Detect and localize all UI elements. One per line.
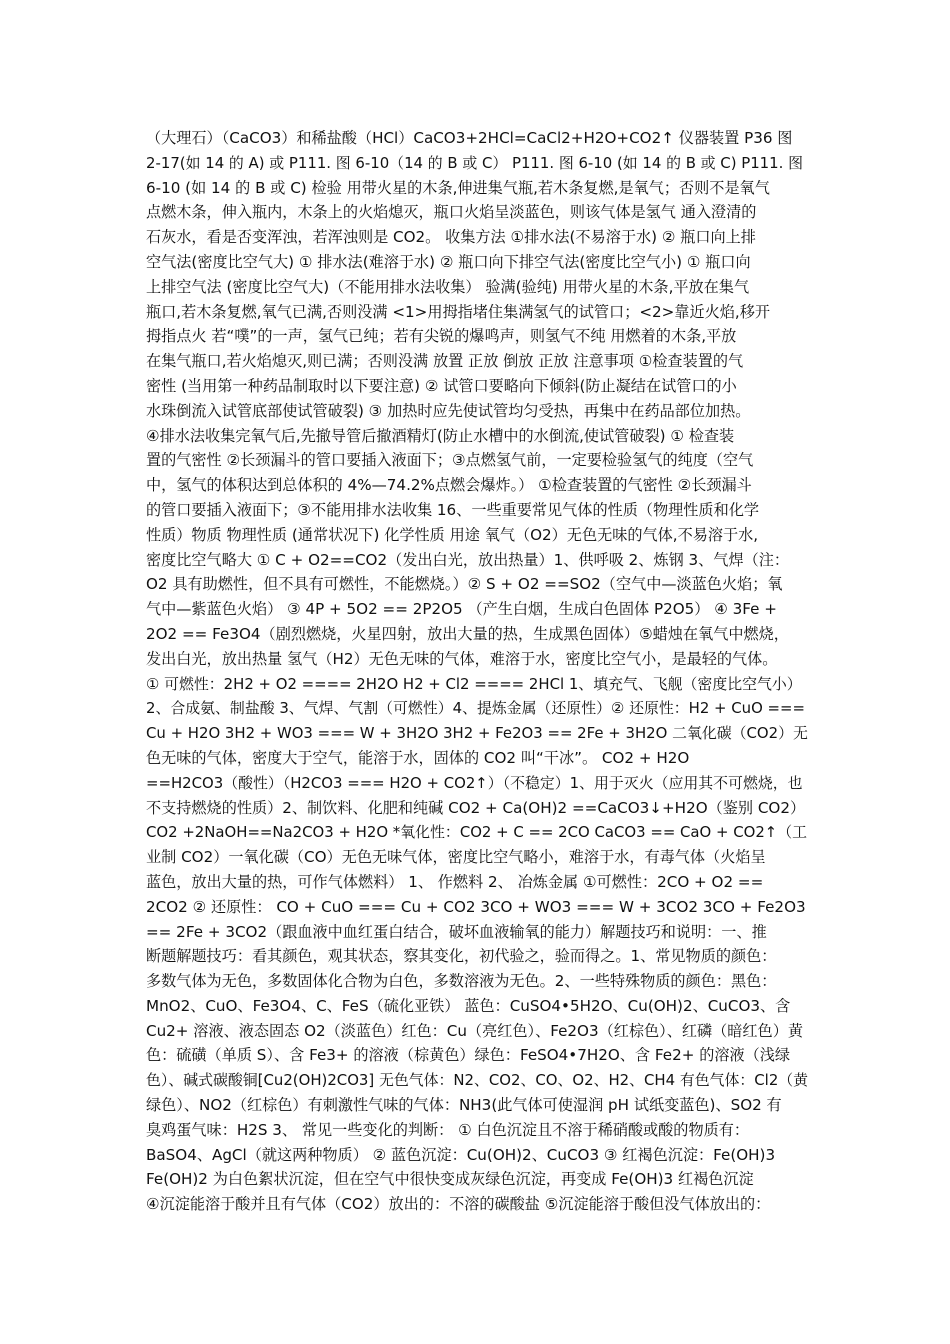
text-line: MnO2、CuO、Fe3O4、C、FeS（硫化亚铁） 蓝色：CuSO4•5H2O、Cu(OH)2、CuCO3、含 [146,996,791,1015]
text-line: O2 具有助燃性，但不具有可燃性，不能燃烧。）② S + O2 ==SO2（空气中—淡蓝色火焰；氧 [146,575,783,594]
text-line: ==H2CO3（酸性）（H2CO3 === H2O + CO2↑）（不稳定）1、用于灭火（应用其不可燃烧，也 [146,773,803,792]
text-line: 瓶口,若木条复燃,氧气已满,否则没满 <1>用拇指堵住集满氢气的试管口；<2>靠近火焰,移开 [146,302,770,321]
text-line: 2CO2 ② 还原性： CO + CuO === Cu + CO2 3CO + WO3 === W + 3CO2 3CO + Fe2O3 [146,897,806,916]
text-line: CO2 +2NaOH==Na2CO3 + H2O *氧化性：CO2 + C == 2CO CaCO3 == CaO + CO2↑（工 [146,823,808,842]
text-line: 多数气体为无色，多数固体化合物为白色，多数溶液为无色。2、一些特殊物质的颜色：黑色： [146,972,777,991]
text-line: 不支持燃烧的性质）2、制饮料、化肥和纯碱 CO2 + Ca(OH)2 ==CaCO3↓+H2O（鉴别 CO2） [146,798,806,817]
text-line: ④排水法收集完氧气后,先撤导管后撤酒精灯(防止水槽中的水倒流,使试管破裂) ① 检查装 [146,426,735,445]
text-line: 业制 CO2）一氧化碳（CO）无色无味气体，密度比空气略小，难溶于水，有毒气体（火焰呈 [146,848,766,867]
text-line: 气中—紫蓝色火焰） ③ 4P + 5O2 == 2P2O5 （产生白烟，生成白色固体 P2O5） ④ 3Fe + [146,600,777,619]
text-line: == 2Fe + 3CO2（跟血液中血红蛋白结合，破坏血液输氧的能力）解题技巧和说明：一、推 [146,922,767,941]
text-line: BaSO4、AgCl（就这两种物质） ② 蓝色沉淀：Cu(OH)2、CuCO3 ③ 红褐色沉淀：Fe(OH)3 [146,1145,776,1164]
text-line: Cu + H2O 3H2 + WO3 === W + 3H2O 3H2 + Fe2O3 == 2Fe + 3H2O 二氧化碳（CO2）无 [146,724,808,743]
text-line: 的管口要插入液面下；③不能用排水法收集 16、一些重要常见气体的性质（物理性质和化学 [146,500,759,519]
text-line: 2O2 == Fe3O4（剧烈燃烧，火星四射，放出大量的热，生成黑色固体）⑤蜡烛在氧气中燃烧， [146,624,789,643]
text-line: 石灰水，看是否变浑浊，若浑浊则是 CO2。 收集方法 ①排水法(不易溶于水) ② 瓶口向上排 [146,228,756,247]
text-line: 2-17(如 14 的 A) 或 P111. 图 6-10（14 的 B 或 C） P111. 图 6-10 (如 14 的 B 或 C) P111. 图 [146,153,803,172]
text-line: 密性 (当用第一种药品制取时以下要注意) ② 试管口要略向下倾斜(防止凝结在试管口的小 [146,376,737,395]
text-line: 点燃木条，伸入瓶内，木条上的火焰熄灭，瓶口火焰呈淡蓝色，则该气体是氢气 通入澄清的 [146,203,757,222]
text-line: 色：硫磺（单质 S）、含 Fe3+ 的溶液（棕黄色）绿色：FeSO4•7H2O、含 Fe2+ 的溶液（浅绿 [146,1046,791,1065]
text-line: 上排空气法 (密度比空气大)（不能用排水法收集） 验满(验纯) 用带火星的木条,平放在集气 [146,277,750,296]
text-line: 中，氢气的体积达到总体积的 4%—74.2%点燃会爆炸。） ①检查装置的气密性 ②长颈漏斗 [146,476,752,495]
text-line: 2、合成氨、制盐酸 3、气焊、气割（可燃性）4、提炼金属（还原性）② 还原性：H2 + CuO === [146,699,805,718]
body-text [146,126,808,1217]
text-line: 拇指点火 若“噗”的一声，氢气已纯；若有尖锐的爆鸣声，则氢气不纯 用燃着的木条,平放 [146,327,737,346]
text-line: 蓝色，放出大量的热，可作气体燃料） 1、 作燃料 2、 冶炼金属 ①可燃性：2CO + O2 == [146,872,764,891]
text-line: 发出白光，放出热量 氢气（H2）无色无味的气体，难溶于水，密度比空气小，是最轻的气体。 [146,649,778,668]
text-line: 空气法(密度比空气大) ① 排水法(难溶于水) ② 瓶口向下排空气法(密度比空气小) ① 瓶口向 [146,252,751,271]
text-line: 置的气密性 ②长颈漏斗的管口要插入液面下；③点燃氢气前，一定要检验氢气的纯度（空气 [146,451,754,470]
text-line: 断题解题技巧：看其颜色，观其状态，察其变化，初代验之，验而得之。1、常见物质的颜色： [146,947,777,966]
text-line: （大理石）（CaCO3）和稀盐酸（HCl）CaCO3+2HCl=CaCl2+H2O+CO2↑ 仪器装置 P36 图 [146,129,793,147]
text-line: 性质）物质 物理性质 (通常状况下) 化学性质 用途 氧气（O2）无色无味的气体,不易溶于水, [146,525,759,544]
text-line: 水珠倒流入试管底部使试管破裂) ③ 加热时应先使试管均匀受热，再集中在药品部位加热。 [146,401,751,420]
text-line: ① 可燃性：2H2 + O2 ==== 2H2O H2 + Cl2 ==== 2HCl 1、填充气、飞舰（密度比空气小） [146,674,802,693]
text-line: ④沉淀能溶于酸并且有气体（CO2）放出的：不溶的碳酸盐 ⑤沉淀能溶于酸但没气体放出的： [146,1195,771,1214]
text-line: 密度比空气略大 ① C + O2==CO2（发出白光，放出热量）1、供呼吸 2、炼钢 3、气焊（注： [146,550,790,569]
text-line: Fe(OH)2 为白色絮状沉淀，但在空气中很快变成灰绿色沉淀，再变成 Fe(OH)3 红褐色沉淀 [146,1170,754,1189]
text-line: 6-10 (如 14 的 B 或 C) 检验 用带火星的木条,伸进集气瓶,若木条复燃,是氧气；否则不是氧气 [146,178,770,197]
text-line: 在集气瓶口,若火焰熄灭,则已满；否则没满 放置 正放 倒放 正放 注意事项 ①检查装置的气 [146,352,744,371]
text-line: Cu2+ 溶液、液态固态 O2（淡蓝色）红色：Cu（亮红色）、Fe2O3（红棕色）、红磷（暗红色）黄 [146,1021,803,1040]
text-line: 臭鸡蛋气味：H2S 3、 常见一些变化的判断： ① 白色沉淀且不溶于稀硝酸或酸的物质有： [146,1120,750,1139]
text-line: 色）、碱式碳酸铜[Cu2(OH)2CO3] 无色气体：N2、CO2、CO、O2、H2、CH4 有色气体：Cl2（黄 [146,1071,808,1090]
text-line: 色无味的气体，密度大于空气，能溶于水，固体的 CO2 叫“干冰”。 CO2 + H2O [146,748,690,767]
text-line: 绿色）、NO2（红棕色）有刺激性气味的气体：NH3(此气体可使湿润 pH 试纸变蓝色)、SO2 有 [146,1096,782,1115]
